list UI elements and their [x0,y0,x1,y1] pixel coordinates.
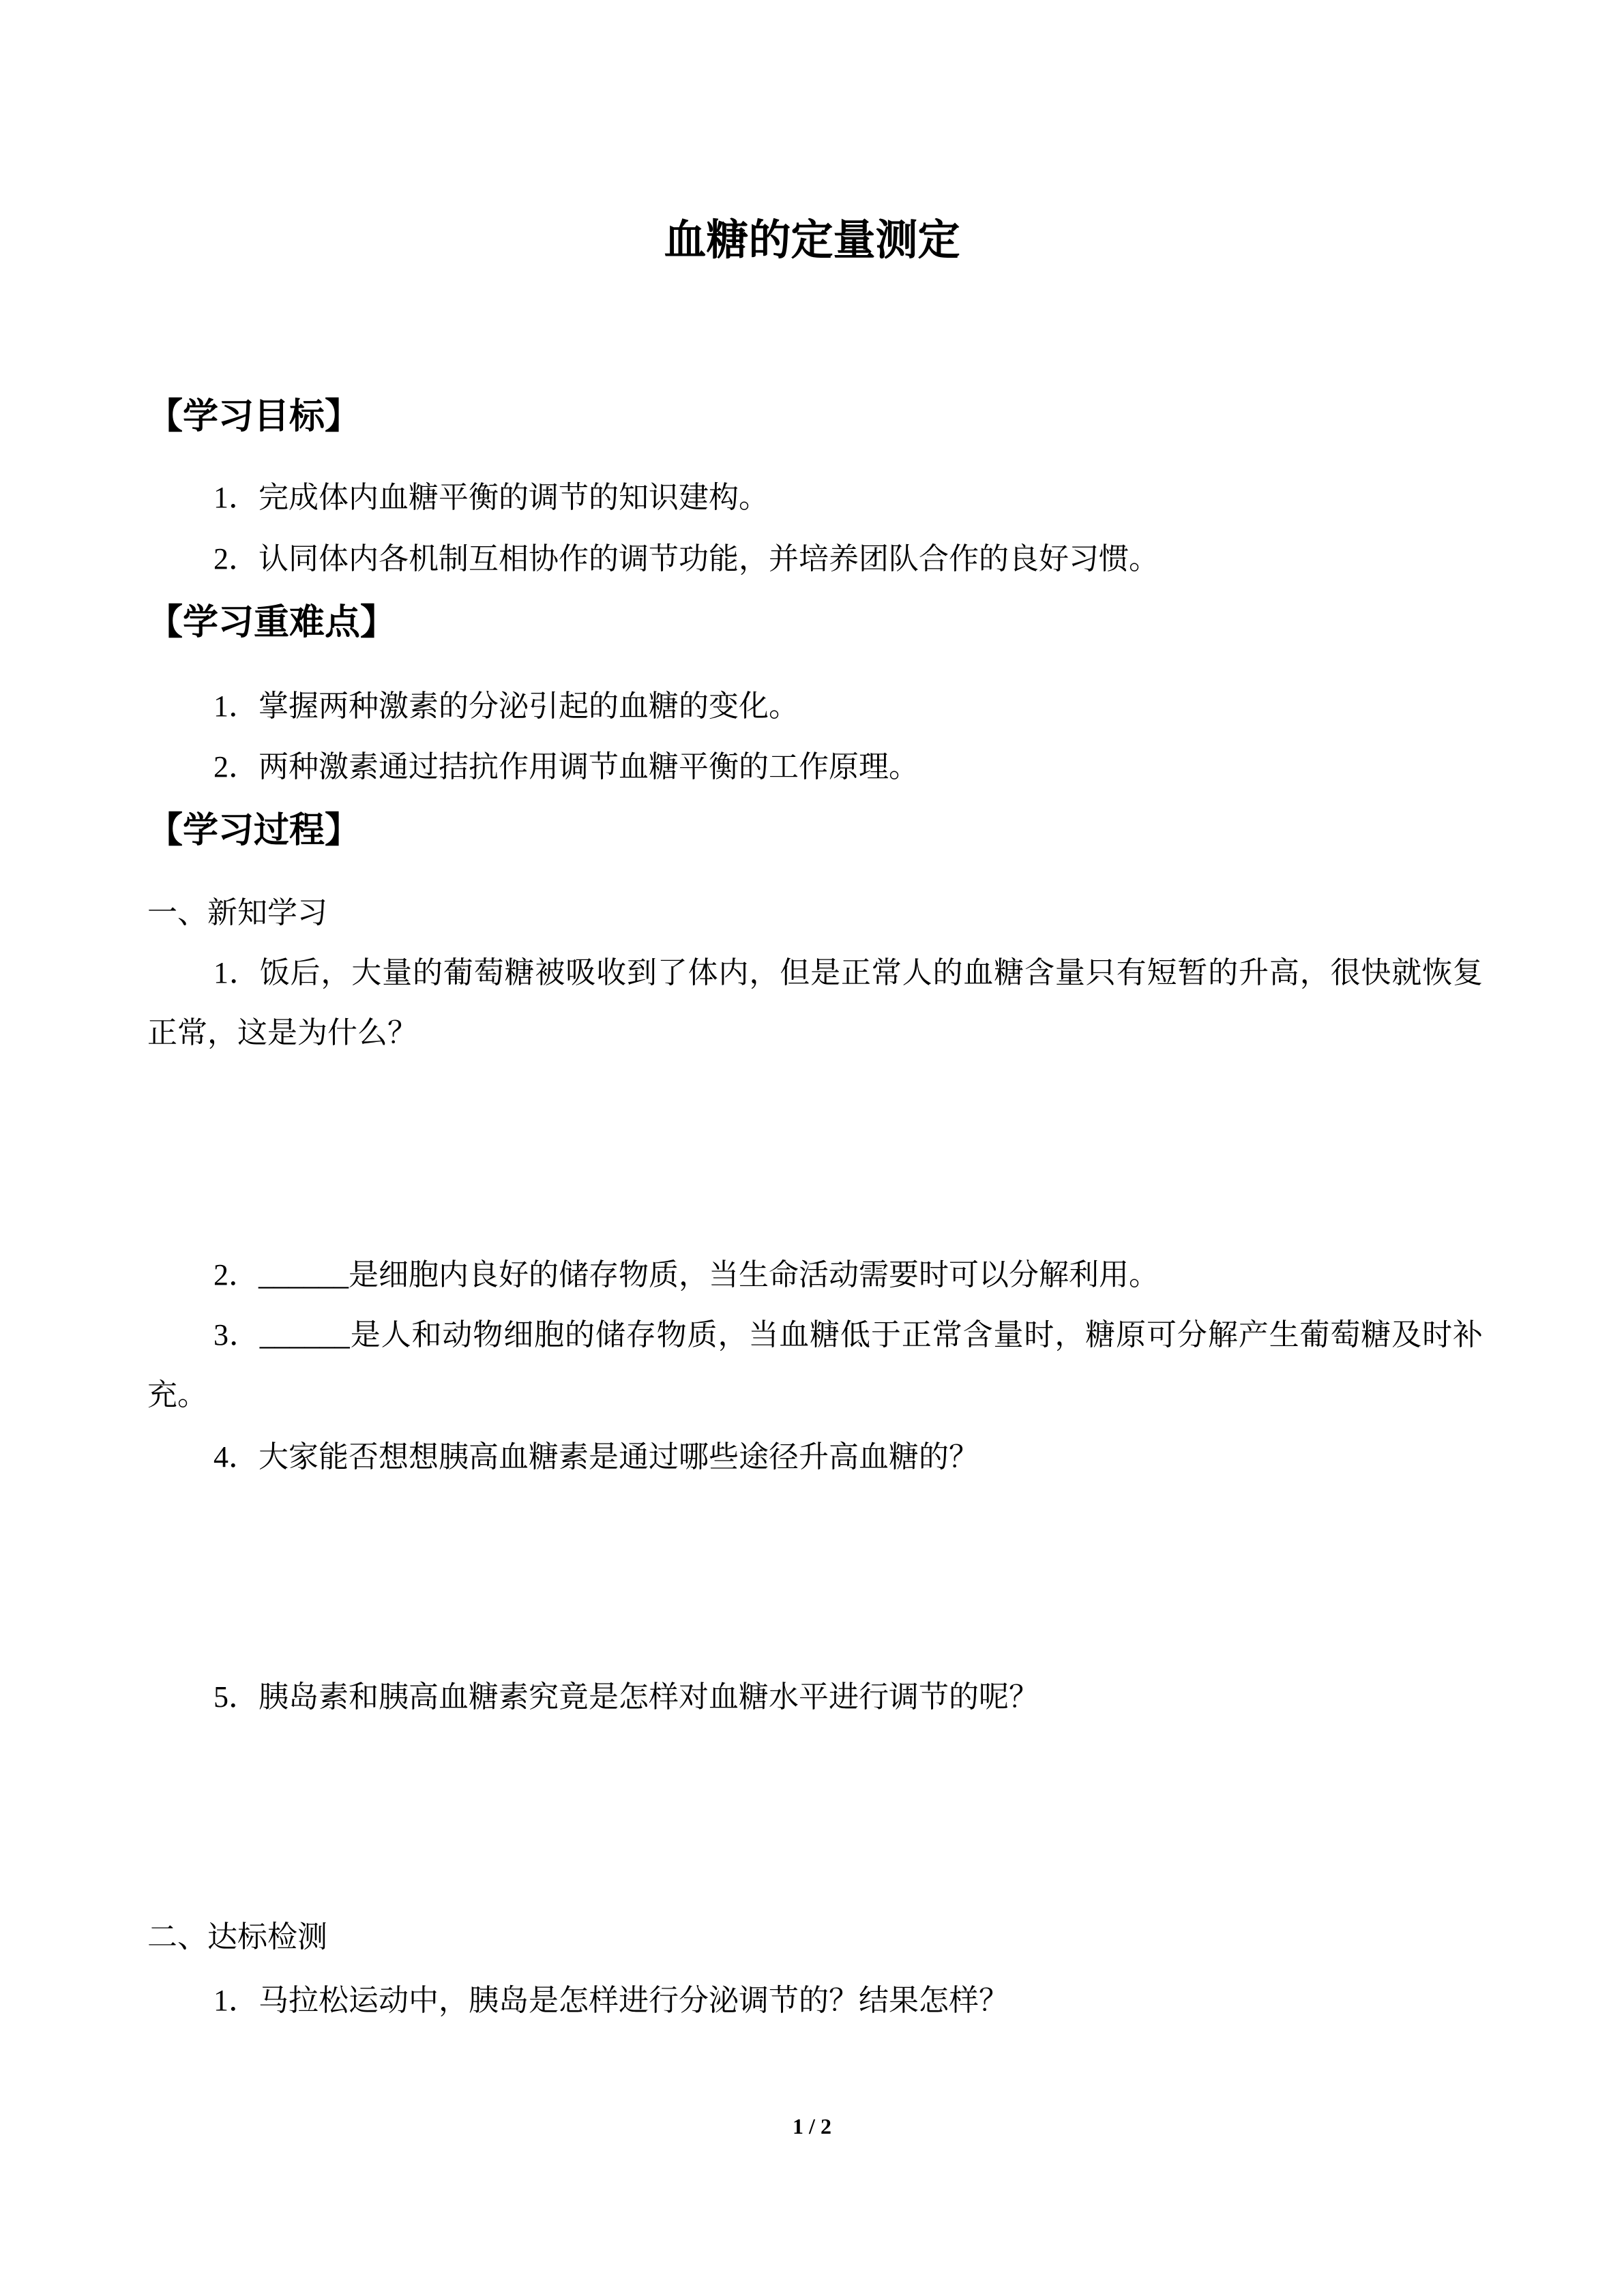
subsection-heading-assessment: 二、达标检测 [147,1920,327,1954]
question-item: 5．胰岛素和胰高血糖素究竟是怎样对血糖水平进行调节的呢？ [213,1680,1039,1714]
document-title: 血糖的定量测定 [664,215,960,265]
section-heading-goals: 【学习目标】 [147,396,361,437]
section-heading-process: 【学习过程】 [147,810,361,851]
section-heading-key-points: 【学习重难点】 [147,602,396,643]
question-item: 4．大家能否想想胰高血糖素是通过哪些途径升高血糖的？ [213,1440,979,1474]
page-number: 1 / 2 [793,2114,831,2138]
question-item: 1．马拉松运动中，胰岛是怎样进行分泌调节的？结果怎样？ [213,1984,1009,2017]
goal-item: 2．认同体内各机制互相协作的调节功能，并培养团队合作的良好习惯。 [213,542,1159,576]
question-item: 1．饭后，大量的葡萄糖被吸收到了体内，但是正常人的血糖含量只有短暂的升高，很快就恢复正常，这是为什么？ [147,956,1483,1049]
key-point-item: 1．掌握两种激素的分泌引起的血糖的变化。 [213,689,799,723]
fill-blank-item: 2．______是细胞内良好的储存物质，当生命活动需要时可以分解利用。 [213,1258,1159,1292]
goal-item: 1．完成体内血糖平衡的调节的知识建构。 [213,481,769,514]
fill-blank-item: 3．______是人和动物细胞的储存物质，当血糖低于正常含量时，糖原可分解产生葡萄糖及时补充。 [147,1318,1483,1412]
subsection-heading-new-knowledge: 一、新知学习 [147,896,327,929]
key-point-item: 2．两种激素通过拮抗作用调节血糖平衡的工作原理。 [213,750,919,784]
